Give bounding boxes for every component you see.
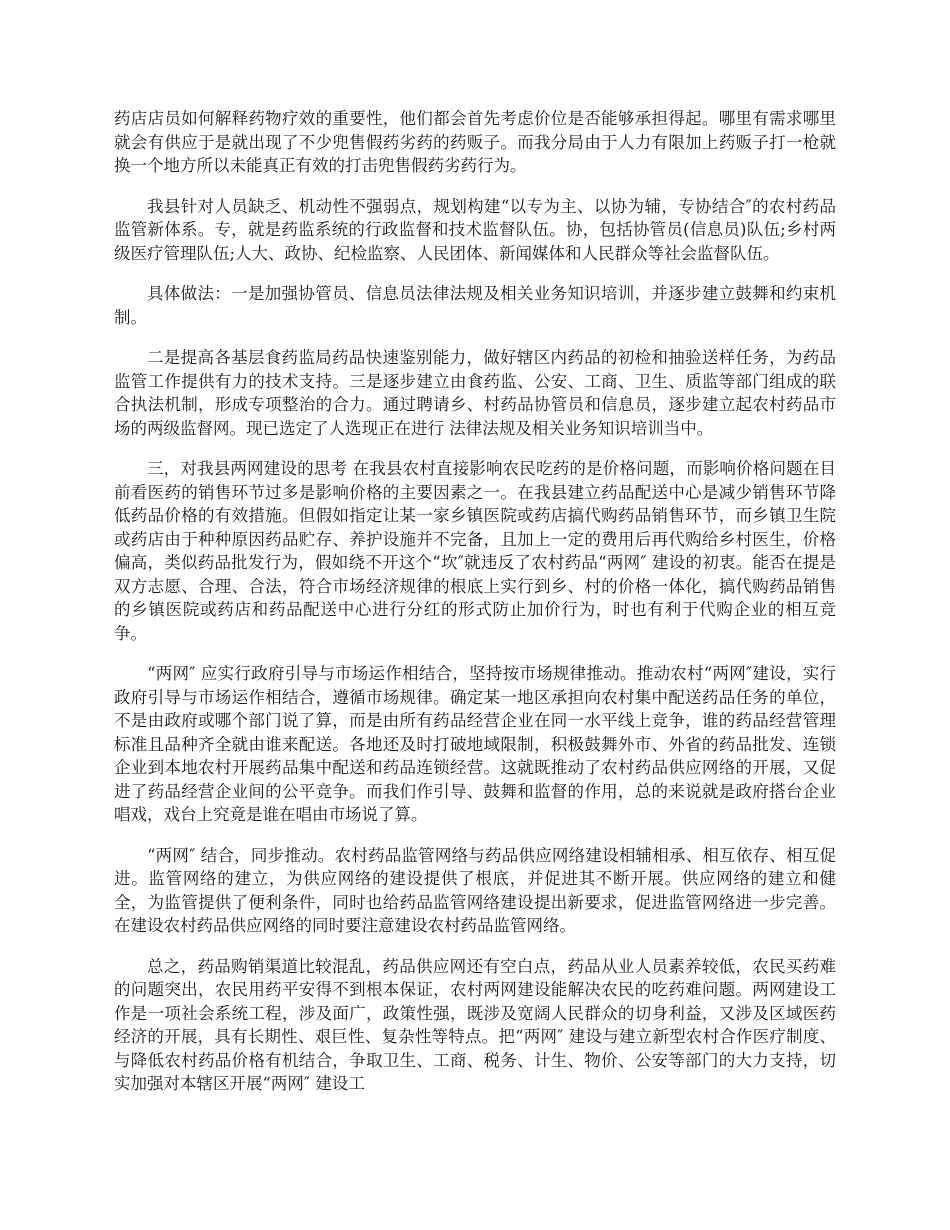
paragraph-7: “两网″ 结合，同步推动。农村药品监管网络与药品供应网络建设相辅相承、相互依存、相互促进。监管网络的建立，为供应网络的建设提供了根底，并促进其不断开展。供应网络的建立和健全，为监管提供了便利条件，同时也给药品监管网络建设提出新要求，促进监管网络进一步完善。在建设农村药品供应网络的同时要注意建设农村药品监管网络。 xyxy=(114,845,836,935)
paragraph-3: 具体做法：一是加强协管员、信息员法律法规及相关业务知识培训，并逐步建立鼓舞和约束机制。 xyxy=(114,284,836,327)
paragraph-2: 我县针对人员缺乏、机动性不强弱点，规划构建“以专为主、以协为辅，专协结合″的农村药品监管新体系。专，就是药监系统的行政监督和技术监督队伍。协，包括协管员(信息员)队伍;乡村两级医疗管理队伍;人大、政协、纪检监察、人民团体、新闻媒体和人民群众等社会监督队伍。 xyxy=(114,196,836,263)
paragraph-4: 二是提高各基层食药监局药品快速鉴别能力，做好辖区内药品的初检和抽验送样任务，为药品监管工作提供有力的技术支持。三是逐步建立由食药监、公安、工商、卫生、质监等部门组成的联合执法机制，形成专项整治的合力。通过聘请乡、村药品协管员和信息员，逐步建立起农村药品市场的两级监督网。现已选定了人选现正在进行 法律法规及相关业务知识培训当中。 xyxy=(114,348,836,438)
paragraph-6: “两网″ 应实行政府引导与市场运作相结合，坚持按市场规律推动。推动农村“两网″建设，实行政府引导与市场运作相结合，遵循市场规律。确定某一地区承担向农村集中配送药品任务的单位，不是由政府或哪个部门说了算，而是由所有药品经营企业在同一水平线上竞争，谁的药品经营管理标准且品种齐全就由谁来配送。各地还及时打破地域限制，积极鼓舞外市、外省的药品批发、连锁企业到本地农村开展药品集中配送和药品连锁经营。这就既推动了农村药品供应网络的开展，又促进了药品经营企业间的公平竞争。而我们作引导、鼓舞和监督的作用，总的来说就是政府搭台企业唱戏，戏台上究竟是谁在唱由市场说了算。 xyxy=(114,664,836,824)
document-body xyxy=(114,107,836,1113)
paragraph-5: 三，对我县两网建设的思考 在我县农村直接影响农民吃药的是价格问题，而影响价格问题在目前看医药的销售环节过多是影响价格的主要因素之一。在我县建立药品配送中心是减少销售环节降低药品价格的有效措施。但假如指定让某一家乡镇医院或药店搞代购药品销售环节，而乡镇卫生院或药店由于种种原因药品贮存、养护设施并不完备，且加上一定的费用后再代购给乡村医生，价格偏高，类似药品批发行为，假如绕不开这个“坎″就违反了农村药品“两网″ 建设的初衷。能否在提是双方志愿、合理、合法，符合市场经济规律的根底上实行到乡、村的价格一体化，搞代购药品销售的乡镇医院或药店和药品配送中心进行分红的形式防止加价行为，时也有利于代购企业的相互竞争。 xyxy=(114,459,836,643)
paragraph-8: 总之，药品购销渠道比较混乱，药品供应网还有空白点，药品从业人员素养较低，农民买药难的问题突出，农民用药平安得不到根本保证，农村两网建设能解决农民的吃药难问题。两网建设工作是一项社会系统工程，涉及面广，政策性强，既涉及宽阔人民群众的切身利益，又涉及区域医药经济的开展，具有长期性、艰巨性、复杂性等特点。把“两网″ 建设与建立新型农村合作医疗制度、与降低农村药品价格有机结合，争取卫生、工商、税务、计生、物价、公安等部门的大力支持，切实加强对本辖区开展“两网″ 建设工 xyxy=(114,956,836,1093)
paragraph-1: 药店店员如何解释药物疗效的重要性，他们都会首先考虑价位是否能够承担得起。哪里有需求哪里就会有供应于是就出现了不少兜售假药劣药的药贩子。而我分局由于人力有限加上药贩子打一枪就换一个地方所以未能真正有效的打击兜售假药劣药行为。 xyxy=(114,109,836,175)
